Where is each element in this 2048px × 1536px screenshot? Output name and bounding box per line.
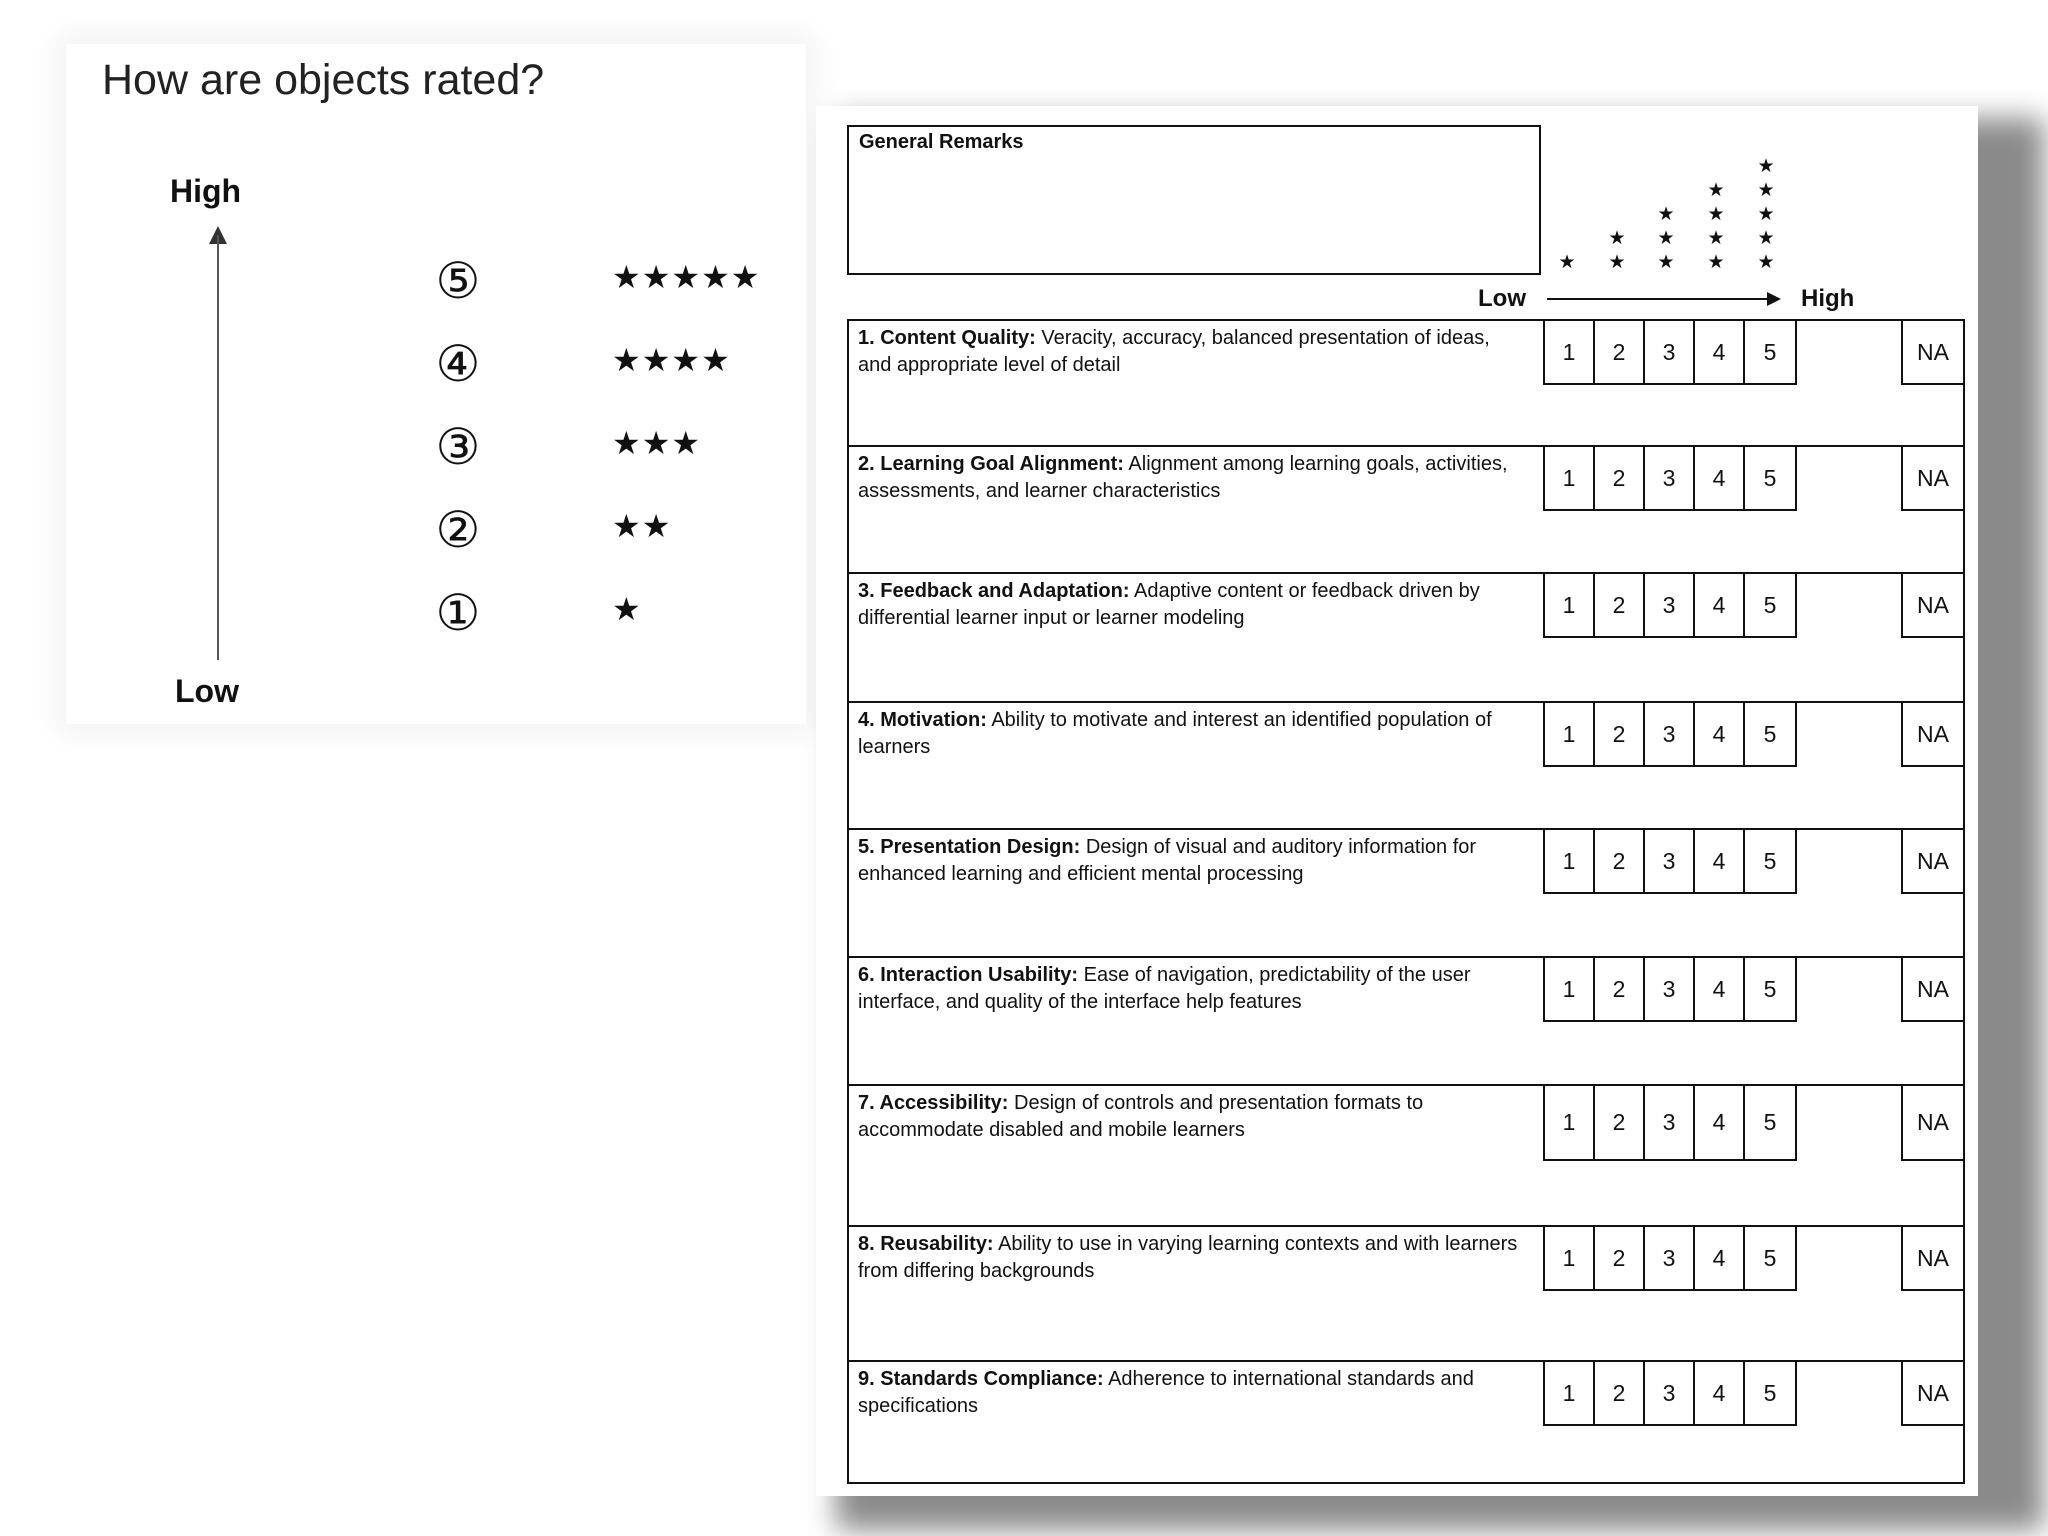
criterion-title: 2. Learning Goal Alignment: (858, 453, 1124, 475)
rating-option-4[interactable]: 4 (1695, 703, 1745, 765)
right-arrow-icon (1767, 292, 1781, 306)
rating-option-1[interactable]: 1 (1545, 958, 1595, 1020)
rating-option-4[interactable]: 4 (1695, 574, 1745, 636)
criterion-row (849, 703, 1963, 830)
rating-option-4[interactable]: 4 (1695, 1086, 1745, 1159)
rating-option-5[interactable]: 5 (1763, 975, 1777, 1002)
axis-line (217, 235, 219, 660)
rating-option-2[interactable]: 2 (1595, 958, 1645, 1020)
rating-option-4[interactable]: 4 (1695, 958, 1745, 1020)
criterion-text (858, 1366, 1528, 1420)
level-stars-5: ★★★★★ (612, 258, 761, 296)
criterion-row (849, 830, 1963, 958)
rating-option-5[interactable]: 5 (1763, 1109, 1777, 1135)
rating-option-3[interactable]: 3 (1645, 1086, 1695, 1159)
rating-option-na[interactable]: NA (1901, 1227, 1963, 1291)
rating-option-2[interactable]: 2 (1595, 321, 1645, 383)
rating-option-2[interactable]: 2 (1595, 1086, 1645, 1159)
level-number-1: ① (435, 584, 481, 642)
rating-scale (1543, 321, 1797, 385)
level-number-2: ② (435, 501, 481, 559)
rating-option-3[interactable]: 3 (1645, 1362, 1695, 1424)
rating-option-1[interactable]: 1 (1545, 703, 1595, 765)
criterion-title: 9. Standards Compliance: (858, 1368, 1104, 1390)
rating-option-3[interactable]: 3 (1645, 447, 1695, 509)
criterion-text (858, 578, 1528, 632)
rating-option-5[interactable]: 5 (1763, 464, 1777, 491)
rating-option-1[interactable]: 1 (1545, 574, 1595, 636)
rating-option-1[interactable]: 1 (1545, 1362, 1595, 1424)
rating-option-4[interactable]: 4 (1695, 321, 1745, 383)
criterion-row (849, 1362, 1963, 1486)
star-column-3: ★ ★ ★ (1657, 203, 1675, 273)
criterion-row (849, 321, 1963, 447)
rating-option-5[interactable]: 5 (1763, 591, 1777, 618)
rating-option-5[interactable]: 5 (1763, 338, 1777, 365)
rating-scale (1543, 1362, 1797, 1426)
rating-option-1[interactable]: 1 (1545, 1227, 1595, 1289)
criterion-row (849, 958, 1963, 1086)
criterion-text (858, 834, 1528, 888)
level-number-3: ③ (435, 418, 481, 476)
criterion-text (858, 325, 1528, 379)
general-remarks-label: General Remarks (859, 131, 1024, 153)
criterion-text (858, 451, 1528, 505)
criterion-title: 8. Reusability: (858, 1233, 994, 1255)
level-stars-1: ★ (612, 590, 642, 628)
level-stars-3: ★★★ (612, 424, 702, 462)
rating-option-3[interactable]: 3 (1645, 958, 1695, 1020)
rating-option-1[interactable]: 1 (1545, 1086, 1595, 1159)
criterion-row (849, 1086, 1963, 1227)
scale-low-label: Low (1478, 285, 1526, 312)
criterion-text (858, 962, 1528, 1016)
rating-scale (1543, 447, 1797, 511)
rating-option-na[interactable]: NA (1901, 447, 1963, 511)
star-column-5: ★ ★ ★ ★ ★ (1757, 155, 1775, 273)
criterion-description: Ability to motivate and interest an identified population of learners (858, 709, 1492, 758)
rating-option-1[interactable]: 1 (1545, 321, 1595, 383)
rating-option-2[interactable]: 2 (1595, 574, 1645, 636)
rating-option-na[interactable]: NA (1901, 703, 1963, 767)
rating-option-na[interactable]: NA (1901, 1362, 1963, 1426)
rating-option-3[interactable]: 3 (1645, 321, 1695, 383)
criterion-description: Design of controls and presentation formats to accommodate disabled and mobile learners (858, 1092, 1424, 1141)
criterion-row (849, 574, 1963, 703)
star-column-2: ★ ★ (1608, 227, 1626, 273)
star-column-1: ★ (1558, 251, 1576, 273)
rating-scale (1543, 1086, 1797, 1161)
criterion-title: 7. Accessibility: (858, 1092, 1009, 1114)
criterion-description: Adaptive content or feedback driven by differential learner input or learner modeling (858, 580, 1480, 629)
rating-option-2[interactable]: 2 (1595, 703, 1645, 765)
rating-option-3[interactable]: 3 (1645, 574, 1695, 636)
rating-option-3[interactable]: 3 (1645, 830, 1695, 892)
criterion-row (849, 1227, 1963, 1362)
level-number-4: ④ (435, 335, 481, 393)
rating-scale (1543, 574, 1797, 638)
criterion-description: Ease of navigation, predictability of the user interface, and quality of the interface help features (858, 964, 1471, 1013)
rating-scale (1543, 830, 1797, 894)
level-stars-4: ★★★★ (612, 341, 731, 379)
rating-option-4[interactable]: 4 (1695, 447, 1745, 509)
criterion-text (858, 1231, 1528, 1285)
legend-title: How are objects rated? (102, 56, 545, 104)
criterion-title: 1. Content Quality: (858, 327, 1036, 349)
rating-option-1[interactable]: 1 (1545, 830, 1595, 892)
scale-high-label: High (1801, 285, 1855, 312)
level-stars-2: ★★ (612, 507, 672, 545)
rating-option-4[interactable]: 4 (1695, 830, 1745, 892)
rating-scale (1543, 958, 1797, 1022)
criterion-text (858, 1090, 1528, 1144)
criterion-description: Veracity, accuracy, balanced presentation of ideas, and appropriate level of detail (858, 327, 1490, 376)
rating-option-2[interactable]: 2 (1595, 1362, 1645, 1424)
criterion-title: 3. Feedback and Adaptation: (858, 580, 1130, 602)
scale-arrow-line (1547, 298, 1769, 300)
axis-low-label: Low (175, 673, 239, 709)
rating-option-2[interactable]: 2 (1595, 1227, 1645, 1289)
criterion-description: Ability to use in varying learning contexts and with learners from differing backgrounds (858, 1233, 1518, 1282)
rating-option-5[interactable]: 5 (1763, 1379, 1777, 1406)
rating-scale (1543, 703, 1797, 767)
rating-option-na[interactable]: NA (1901, 830, 1963, 894)
criterion-description: Alignment among learning goals, activities, assessments, and learner characteristics (858, 453, 1508, 502)
rating-option-4[interactable]: 4 (1695, 1362, 1745, 1424)
star-column-4: ★ ★ ★ ★ (1707, 179, 1725, 273)
criterion-text (858, 707, 1528, 761)
rating-option-1[interactable]: 1 (1545, 447, 1595, 509)
criterion-title: 5. Presentation Design: (858, 836, 1081, 858)
criterion-title: 6. Interaction Usability: (858, 964, 1079, 986)
rating-option-5[interactable]: 5 (1763, 847, 1777, 874)
rating-option-3[interactable]: 3 (1645, 703, 1695, 765)
criterion-row (849, 447, 1963, 574)
rating-option-na[interactable]: NA (1901, 958, 1963, 1022)
general-remarks-field[interactable] (847, 125, 1541, 275)
rating-option-na[interactable]: NA (1901, 1086, 1963, 1161)
rating-option-2[interactable]: 2 (1595, 830, 1645, 892)
criteria-table (847, 319, 1965, 1484)
rating-option-5[interactable]: 5 (1763, 720, 1777, 747)
rating-scale (1543, 1227, 1797, 1291)
level-number-5: ⑤ (435, 252, 481, 310)
criterion-description: Design of visual and auditory information for enhanced learning and efficient mental processing (858, 836, 1477, 885)
rating-option-5[interactable]: 5 (1763, 1244, 1777, 1271)
rating-option-3[interactable]: 3 (1645, 1227, 1695, 1289)
rating-option-na[interactable]: NA (1901, 321, 1963, 385)
rating-option-na[interactable]: NA (1901, 574, 1963, 638)
rating-option-2[interactable]: 2 (1595, 447, 1645, 509)
criterion-description: Adherence to international standards and specifications (858, 1368, 1474, 1417)
criterion-title: 4. Motivation: (858, 709, 987, 731)
rating-option-4[interactable]: 4 (1695, 1227, 1745, 1289)
axis-high-label: High (170, 173, 242, 209)
